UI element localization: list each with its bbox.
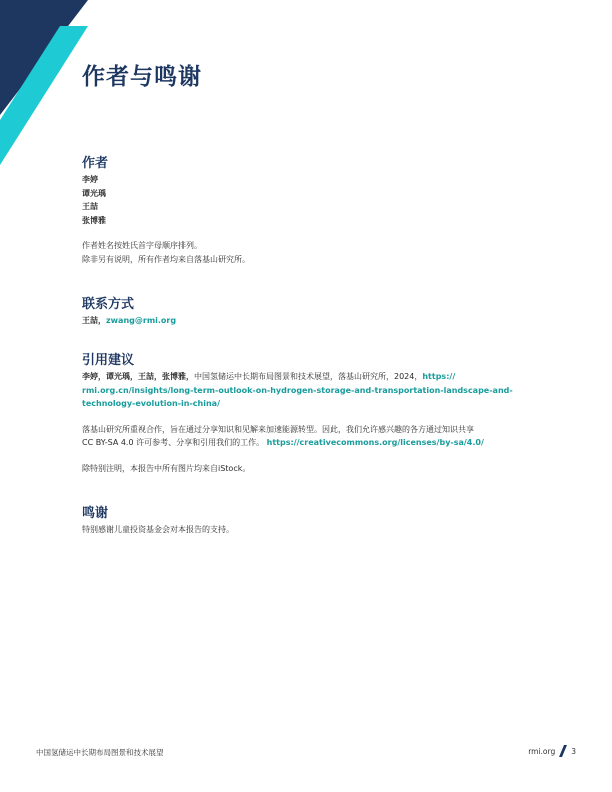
citation-authors: 李婷，谭光瑀，王喆，张博雅， [82, 372, 194, 381]
footer-site: rmi.org [528, 746, 556, 756]
author-order-note: 作者姓名按姓氏首字母顺序排列。 [82, 241, 202, 250]
author-name: 张博雅 [82, 215, 106, 225]
acknowledgement-heading: 鸣谢 [82, 506, 109, 521]
page-number: 3 [571, 746, 576, 756]
citation-url-link[interactable]: rmi.org.cn/insights/long-term-outlook-on-hydrogen-storage-and-transportation-landscape-and- [82, 385, 513, 395]
author-name: 李婷 [82, 175, 98, 184]
license-text: 落基山研究所重视合作，旨在通过分享知识和见解来加速能源转型。因此，我们允许感兴趣的各方通过知识共享 [82, 424, 474, 434]
author-name: 王喆 [82, 202, 98, 211]
citation-url-link[interactable]: https:// [422, 372, 456, 381]
citation-section [82, 349, 542, 475]
acknowledgement-section [82, 502, 542, 537]
license-text: CC BY-SA 4.0 许可参考、分享和引用我们的工作。 [82, 438, 265, 447]
citation-url-link[interactable]: technology-evolution-in-china/ [82, 399, 220, 408]
author-name: 谭光瑀 [82, 188, 106, 198]
license-url-link[interactable]: https://creativecommons.org/licenses/by-sa/4.0/ [266, 438, 484, 447]
slash-icon [558, 745, 568, 757]
contact-heading: 联系方式 [82, 297, 135, 312]
citation-text: 中国氢储运中长期布局图景和技术展望，落基山研究所，2024， [194, 372, 423, 381]
footer-page-info [528, 745, 576, 757]
contact-name: 王喆， [82, 316, 106, 325]
authors-section [82, 152, 542, 266]
authors-heading: 作者 [82, 156, 109, 171]
page-title: 作者与鸣谢 [82, 64, 202, 90]
contact-section [82, 293, 542, 328]
contact-email-link[interactable]: zwang@rmi.org [106, 316, 177, 325]
footer-report-title: 中国氢储运中长期布局图景和技术展望 [36, 748, 164, 757]
citation-heading: 引用建议 [82, 353, 135, 368]
author-affiliation-note: 除非另有说明，所有作者均来自落基山研究所。 [82, 254, 250, 264]
acknowledgement-text: 特别感谢儿童投资基金会对本报告的支持。 [82, 525, 234, 534]
image-credit-note: 除特别注明，本报告中所有图片均来自iStock。 [82, 463, 251, 473]
